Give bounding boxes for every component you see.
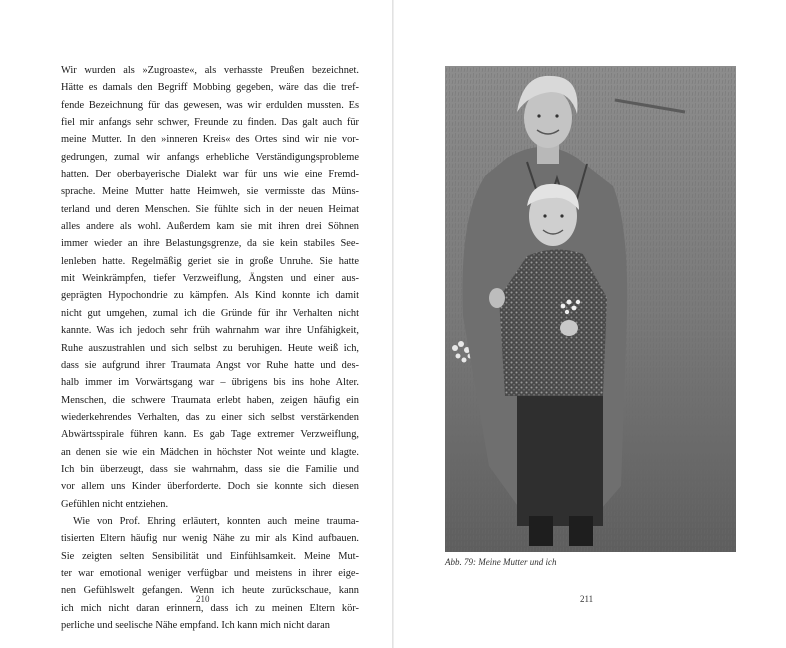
left-page — [0, 0, 392, 648]
text-line: an denen sie wie ein Mädchen in höchster Not weinte und klagte. — [61, 446, 359, 458]
text-line: Hätte es damals den Begriff Mobbing gegeben, wäre das die tref- — [61, 82, 359, 94]
text-line: Ich bin überzeugt, dass sie wahrnahm, dass sie die Familie und — [61, 463, 359, 475]
text-line: perliche und seelische Nähe empfand. Ich kann mich nicht daran — [61, 620, 330, 631]
text-line: fende Bezeichnung für das gewesen, was wir erdulden mussten. Es — [61, 99, 359, 111]
text-line: dass sie aufgrund ihrer Traumata Angst vor Ruhe hatte und des- — [61, 359, 359, 371]
text-line: meine Mutter. In den »inneren Kreis« des Ortes sind wir nie vor- — [61, 134, 359, 146]
figure-caption: Abb. 79: Meine Mutter und ich — [445, 557, 557, 567]
text-line: kannte. Was ich jedoch sehr früh wahrnahm war ihre Unfähigkeit, — [61, 325, 359, 337]
page-number-left: 210 — [196, 594, 210, 604]
text-line: geprägten Hypochondrie zu kämpfen. Als Kind konnte ich damit — [61, 290, 359, 302]
photo-mother-and-son — [445, 66, 736, 552]
text-line: Sie zeigten selten Sensibilität und Einfühlsamkeit. Meine Mut- — [61, 550, 359, 562]
text-line: Wie von Prof. Ehring erläutert, konnten auch meine trauma- — [73, 515, 359, 527]
body-text — [61, 62, 359, 634]
photo-image — [445, 66, 736, 552]
page-number-right: 211 — [580, 594, 594, 604]
text-line: Wir wurden als »Zugroaste«, als verhasste Preußen bezeichnet. — [61, 65, 359, 76]
text-line: lenleben hatte. Regelmäßig geriet sie in große Unruhe. Sie hatte — [61, 255, 359, 267]
text-line: Ruhe auszustrahlen und sich selbst zu beruhigen. Heute weiß ich, — [61, 342, 359, 354]
text-line: alles andere als wohl. Außerdem kam sie mit ihren drei Söhnen — [61, 221, 359, 233]
text-line: wiederkehrendes Verhalten, das zu einer sich selbst verstärkenden — [61, 411, 359, 423]
text-line: sprache. Meine Mutter hatte Heimweh, sie vermisste das Müns- — [61, 186, 359, 198]
text-line: gedrungen, zumal wir anfangs erhebliche Verständigungsprobleme — [61, 151, 359, 163]
text-line: vor allem uns Kinder überforderte. Doch sie konnte sich diesen — [61, 481, 359, 493]
text-line: mit Weinkrämpfen, tiefer Verzweiflung, Ängsten und einer aus- — [61, 273, 359, 285]
text-line: halb immer im Vorwärtsgang war – übrigens bis ins hohe Alter. — [61, 377, 359, 389]
text-line: Gefühlen nicht entziehen. — [61, 498, 169, 510]
text-line: nen Gefühlswelt gefangen. Wenn ich heute zurückschaue, kann — [61, 585, 359, 597]
text-line: ich mich nicht daran erinnern, dass ich zu meinen Eltern kör- — [61, 602, 359, 614]
text-line: tisierten Eltern häufig nur wenig Nähe zu mir als Kind aufbauen. — [61, 533, 359, 545]
text-line: fiel mir anfangs sehr schwer, Freunde zu finden. Das galt auch für — [61, 117, 359, 129]
text-line: Menschen, die schwere Traumata erlebt haben, zeigen häufig ein — [61, 394, 359, 406]
right-page — [394, 0, 786, 648]
text-line: ter war emotional weniger verfügbar und meistens in ihrer eige- — [61, 567, 359, 579]
text-line: terland und deren Menschen. Sie fühlte sich in der neuen Heimat — [61, 203, 359, 215]
text-line: hatten. Der oberbayerische Dialekt war für uns wie eine Fremd- — [61, 169, 359, 181]
text-line: Abwärtsspirale führen kann. Es gab Tage extremer Verzweiflung, — [61, 429, 359, 441]
text-line: immer wieder an ihre Belastungsgrenze, da sie kein stabiles See- — [61, 238, 359, 250]
text-line: nicht gut umgehen, zumal ich die Gründe für ihr Verhalten nicht — [61, 307, 359, 319]
